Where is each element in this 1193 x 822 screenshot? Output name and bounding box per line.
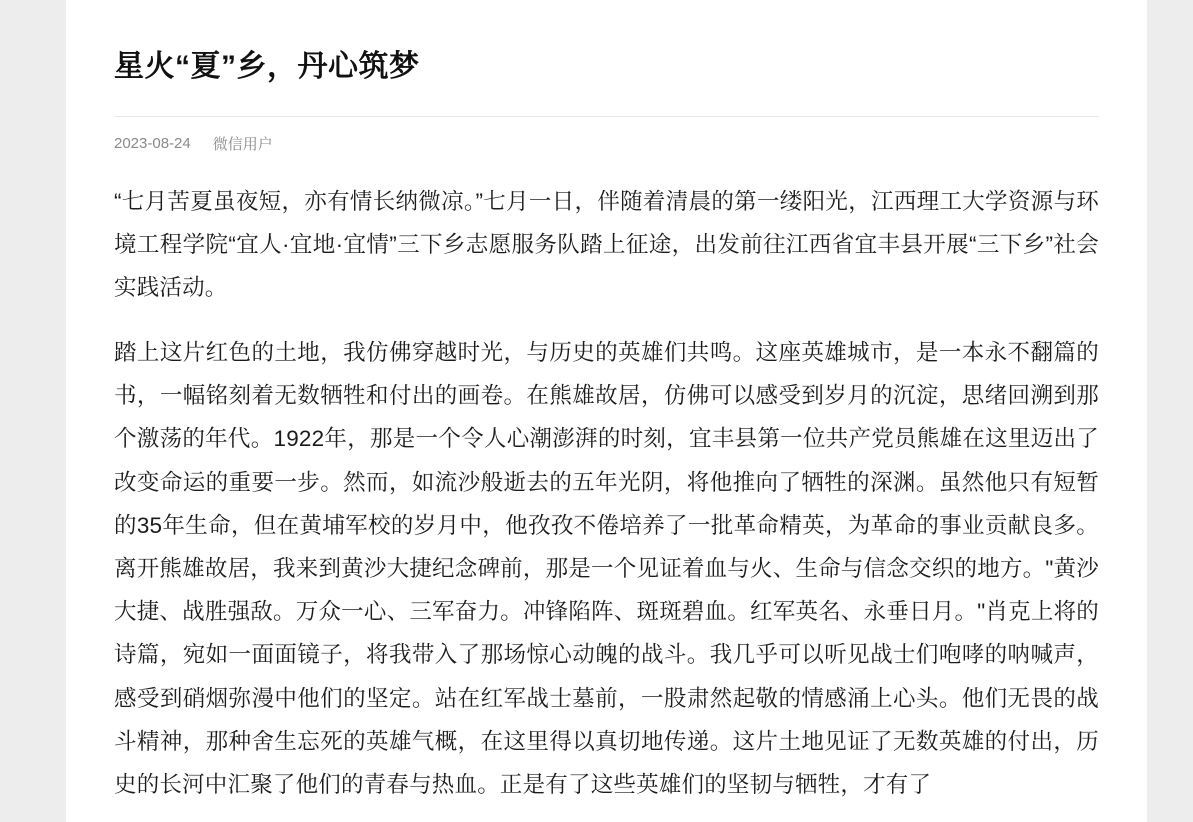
article-content [66,0,1147,806]
article-paragraph: 踏上这片红色的土地，我仿佛穿越时光，与历史的英雄们共鸣。这座英雄城市，是一本永不翻篇的书，一幅铭刻着无数牺牲和付出的画卷。在熊雄故居，仿佛可以感受到岁月的沉淀，思绪回溯到那个激荡的年代。1922年，那是一个令人心潮澎湃的时刻，宜丰县第一位共产党员熊雄在这里迈出了改变命运的重要一步。然而，如流沙般逝去的五年光阴，将他推向了牺牲的深渊。虽然他只有短暂的35年生命，但在黄埔军校的岁月中，他孜孜不倦培养了一批革命精英，为革命的事业贡献良多。离开熊雄故居，我来到黄沙大捷纪念碑前，那是一个见证着血与火、生命与信念交织的地方。"黄沙大捷、战胜强敌。万众一心、三军奋力。冲锋陷阵、斑斑碧血。红军英名、永垂日月。"肖克上将的诗篇，宛如一面面镜子，将我带入了那场惊心动魄的战斗。我几乎可以听见战士们咆哮的呐喊声，感受到硝烟弥漫中他们的坚定。站在红军战士墓前，一股肃然起敬的情感涌上心头。他们无畏的战斗精神，那种舍生忘死的英雄气概，在这里得以真切地传递。这片土地见证了无数英雄的付出，历史的长河中汇聚了他们的青春与热血。正是有了这些英雄们的坚韧与牺牲，才有了 [114,340,1099,797]
article-paragraph: “七月苦夏虽夜短，亦有情长纳微凉。”七月一日，伴随着清晨的第一缕阳光，江西理工大学资源与环境工程学院“宜人·宜地·宜情”三下乡志愿服务队踏上征途，出发前往江西省宜丰县开展“三下乡”社会实践活动。 [114,188,1099,300]
article-sheet [66,0,1147,822]
publish-date: 2023-08-24 [114,134,191,152]
left-gutter [0,0,66,822]
right-gutter [1147,0,1193,822]
article-meta [114,117,1099,154]
author-name: 微信用户 [212,135,273,153]
page-title: 星火“夏”乡，丹心筑梦 [114,50,420,83]
